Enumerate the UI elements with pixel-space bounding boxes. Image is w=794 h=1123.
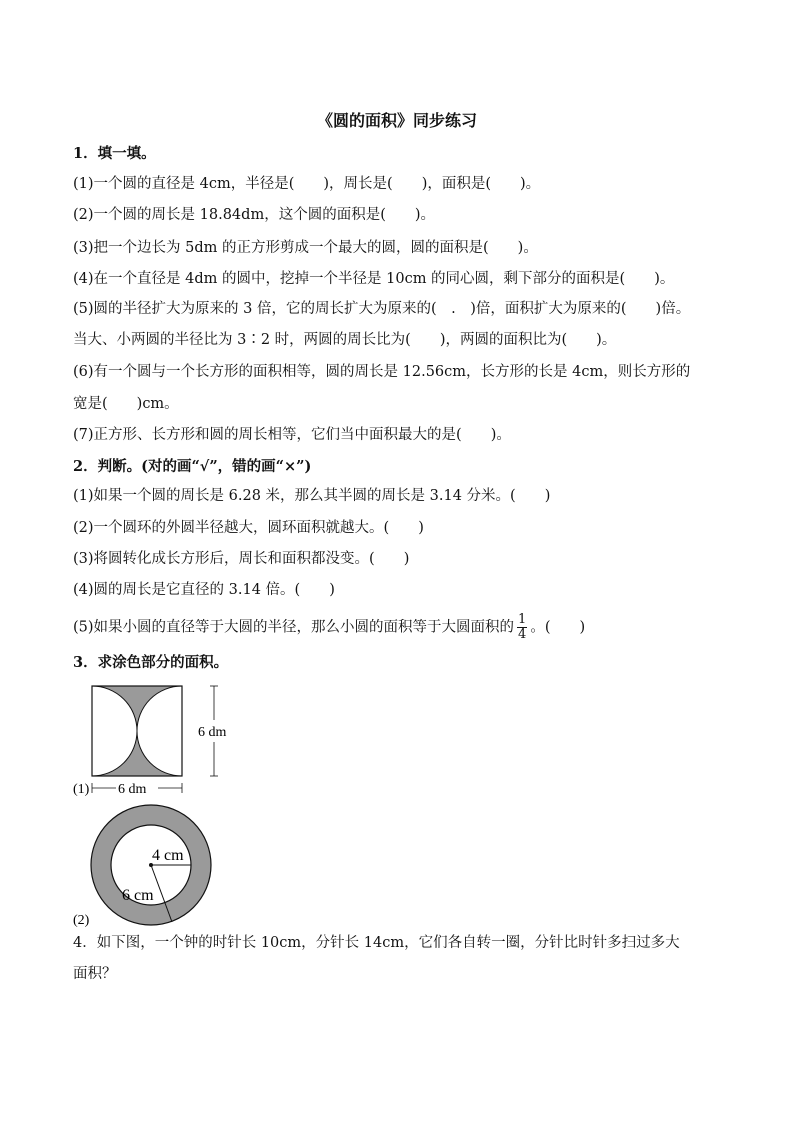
s2-q2: (2)一个圆环的外圆半径越大，圆环面积就越大。( ) [73,520,424,536]
s1-q6: (6)有一个圆与一个长方形的面积相等，圆的周长是 12.56cm，长方形的长是 4cm，则长方形的 [73,364,691,380]
s4-line1: 4．如下图，一个钟的时针长 10cm，分针长 14cm，它们各自转一圈，分针比时针多扫过多大 [73,935,680,951]
s1-q5: (5)圆的半径扩大为原来的 3 倍，它的周长扩大为原来的( . )倍，面积扩大为原来的( )倍。 [73,301,691,317]
s2-q5 [73,613,585,642]
s1-q2: (2)一个圆的周长是 18.84dm，这个圆的面积是( )。 [73,207,436,223]
s2-q3: (3)将圆转化成长方形后，周长和面积都没变。( ) [73,551,410,567]
s1-q7: (7)正方形、长方形和圆的周长相等，它们当中面积最大的是( )。 [73,427,511,443]
fraction-one-quarter [517,613,527,642]
figure-1-square-semicircles [70,680,230,800]
section3-heading: 3．求涂色部分的面积。 [73,654,229,671]
s1-q5-cont: 当大、小两圆的半径比为 3∶2 时，两圆的周长比为( )，两圆的面积比为( )。 [73,332,617,348]
page-title: 《圆的面积》同步练习 [316,111,477,130]
fraction-numerator: 1 [518,612,527,627]
s2-q5-text: (5)如果小圆的直径等于大圆的半径，那么小圆的面积等于大圆面积的 [73,619,515,636]
figure-2-ring [70,804,230,929]
s1-q6-cont: 宽是( )cm。 [73,396,179,412]
s1-q1: (1)一个圆的直径是 4cm，半径是( )，周长是( )，面积是( )。 [73,176,541,192]
fig1-label: (1) [73,782,90,797]
fraction-denominator: 4 [518,627,527,642]
s2-q1: (1)如果一个圆的周长是 6.28 米，那么其半圆的周长是 3.14 分米。( ) [73,488,551,504]
s2-q5-end: 。( ) [530,619,586,636]
section1-heading: 1．填一填。 [73,145,156,162]
section2-heading: 2．判断。(对的画“√”，错的画“×”) [73,458,312,475]
fig2-outer-label: 6 cm [122,887,154,904]
fig2-inner-label: 4 cm [152,847,184,864]
fig2-label: (2) [73,913,90,928]
fig1-side-label: 6 dm [198,725,227,740]
s2-q4: (4)圆的周长是它直径的 3.14 倍。( ) [73,582,335,598]
s4-line2: 面积？ [73,966,117,982]
fig1-bottom-label: 6 dm [118,782,147,797]
s1-q3: (3)把一个边长为 5dm 的正方形剪成一个最大的圆，圆的面积是( )。 [73,240,538,256]
s1-q4: (4)在一个直径是 4dm 的圆中，挖掉一个半径是 10cm 的同心圆，剩下部分的面积是( )。 [73,271,675,287]
